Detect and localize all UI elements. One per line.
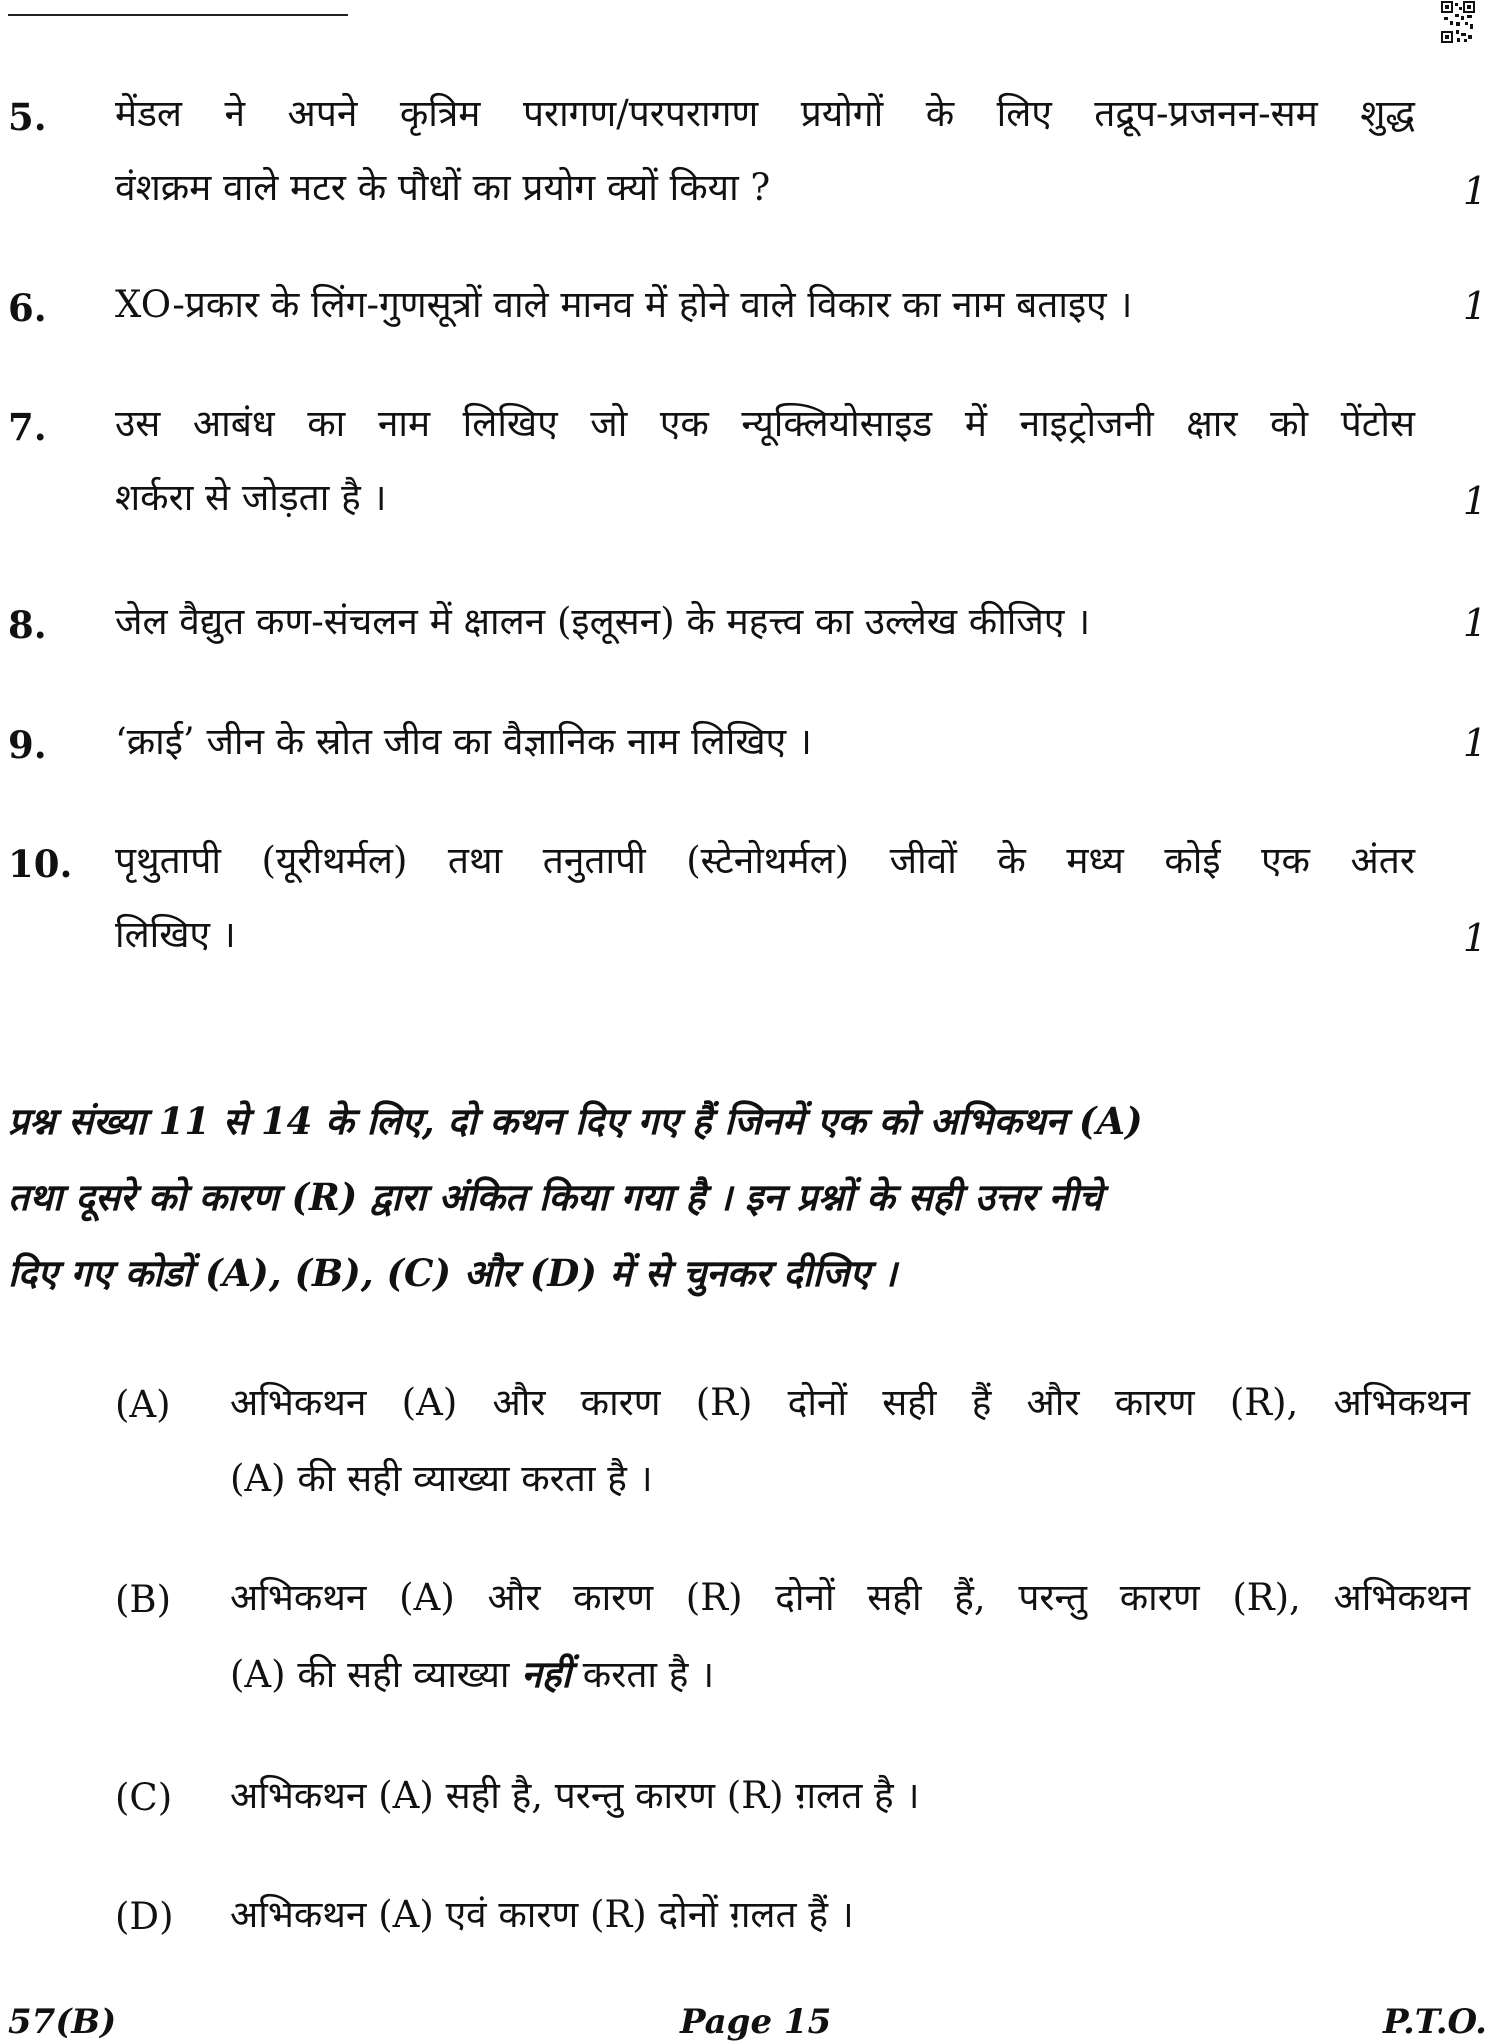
page-number: Page 15 [680, 2002, 832, 2042]
option-line-part: (A) की सही व्याख्या [230, 1653, 522, 1696]
question-text [115, 268, 1415, 342]
option-text [230, 1877, 1470, 1953]
question-marks: 1 [1462, 721, 1487, 765]
question-marks: 1 [1462, 169, 1487, 213]
option-text [230, 1365, 1470, 1517]
please-turn-over: P.T.O. [1383, 2002, 1487, 2042]
option-label: (B) [115, 1578, 172, 1621]
option-label: (D) [115, 1895, 174, 1938]
question-text [115, 77, 1415, 225]
question-text [115, 824, 1415, 972]
question-number: 7. [8, 405, 47, 449]
question-number: 10. [8, 842, 73, 886]
paper-code: 57(B) [8, 2002, 117, 2042]
option-line: (A) की सही व्याख्या करता है । [230, 1457, 653, 1500]
question-marks: 1 [1462, 479, 1487, 523]
question-text [115, 585, 1415, 659]
qr-code-icon [1441, 0, 1475, 44]
assertion-reason-instruction [8, 1083, 1418, 1311]
option-line: अभिकथन (A) एवं कारण (R) दोनों ग़लत हैं । [230, 1893, 854, 1936]
question-line: जेल वैद्युत कण-संचलन में क्षालन (इलूसन) के महत्त्व का उल्लेख कीजिए । [115, 600, 1091, 643]
question-number: 9. [8, 723, 47, 767]
instruction-line: दिए गए कोडों (A), (B), (C) और (D) में से चुनकर दीजिए । [8, 1251, 897, 1295]
question-number: 6. [8, 286, 47, 330]
question-line: लिखिए । [115, 913, 236, 956]
question-number: 5. [8, 95, 47, 139]
option-text [230, 1560, 1470, 1713]
top-rule [8, 14, 348, 16]
question-line: पृथुतापी (यूरीथर्मल) तथा तनुतापी (स्टेनोथर्मल) जीवों के मध्य कोई एक अंतर [115, 839, 1415, 882]
option-text [230, 1758, 1470, 1834]
question-marks: 1 [1462, 601, 1487, 645]
question-text [115, 705, 1415, 779]
option-label: (A) [115, 1383, 171, 1426]
question-line: वंशक्रम वाले मटर के पौधों का प्रयोग क्यों किया ? [115, 166, 771, 209]
option-emphasis: नहीं [521, 1652, 572, 1696]
question-line: शर्करा से जोड़ता है । [115, 476, 387, 519]
option-label: (C) [115, 1776, 173, 1819]
option-line: अभिकथन (A) और कारण (R) दोनों सही हैं, परन्तु कारण (R), अभिकथन [230, 1576, 1470, 1619]
question-line: XO-प्रकार के लिंग-गुणसूत्रों वाले मानव में होने वाले विकार का नाम बताइए । [115, 283, 1133, 326]
question-marks: 1 [1462, 916, 1487, 960]
question-marks: 1 [1462, 284, 1487, 328]
option-line: अभिकथन (A) सही है, परन्तु कारण (R) ग़लत है । [230, 1774, 920, 1817]
question-line: उस आबंध का नाम लिखिए जो एक न्यूक्लियोसाइड में नाइट्रोजनी क्षार को पेंटोस [115, 402, 1415, 445]
question-text [115, 387, 1415, 535]
option-line: अभिकथन (A) और कारण (R) दोनों सही हैं और कारण (R), अभिकथन [230, 1381, 1470, 1424]
question-line: मेंडल ने अपने कृत्रिम परागण/परपरागण प्रयोगों के लिए तद्रूप-प्रजनन-सम शुद्ध [115, 92, 1415, 135]
instruction-line: तथा दूसरे को कारण (R) द्वारा अंकित किया गया है । इन प्रश्नों के सही उत्तर नीचे [8, 1175, 1103, 1219]
question-number: 8. [8, 603, 47, 647]
option-line [230, 1636, 1470, 1713]
question-line: ‘क्राई’ जीन के स्रोत जीव का वैज्ञानिक नाम लिखिए । [115, 720, 812, 763]
instruction-line: प्रश्न संख्या 11 से 14 के लिए, दो कथन दिए गए हैं जिनमें एक को अभिकथन (A) [8, 1099, 1143, 1143]
option-line-part: करता है । [571, 1653, 715, 1696]
